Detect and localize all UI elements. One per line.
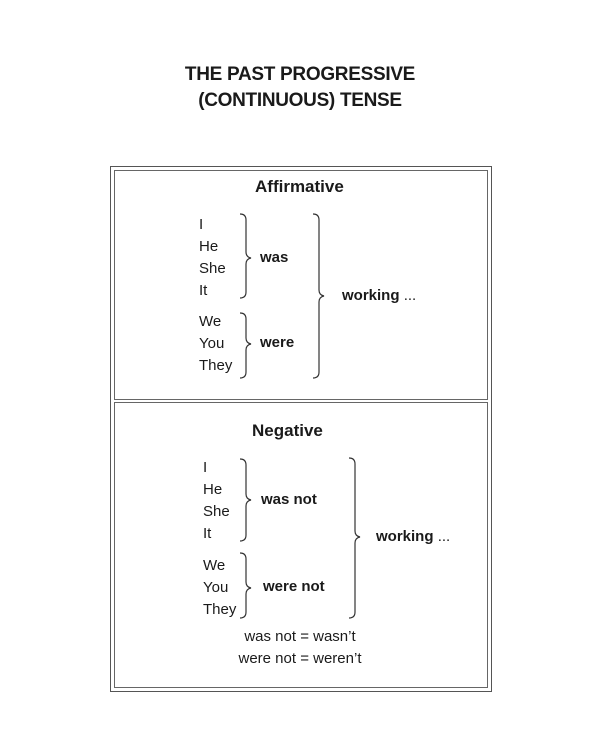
neg-participle: working: [376, 528, 434, 545]
neg-pronoun-you: You: [203, 579, 229, 596]
aff-pronoun-he: He: [199, 238, 219, 255]
neg-verb-was-not: was not: [261, 491, 317, 508]
aff-plural-brace: [240, 313, 251, 378]
neg-pronoun-she: She: [203, 503, 230, 520]
contraction-werent: were not = weren’t: [238, 650, 362, 667]
aff-verb-was: was: [260, 249, 289, 266]
neg-pronoun-i: I: [203, 459, 208, 476]
neg-plural-brace: [240, 553, 251, 618]
neg-pronoun-we: We: [203, 557, 226, 574]
aff-pronoun-you: You: [199, 335, 225, 352]
aff-pronoun-it: It: [199, 282, 208, 299]
neg-main-brace: [349, 458, 360, 618]
affirmative-heading: Affirmative: [255, 177, 344, 196]
title-line-2: (CONTINUOUS) TENSE: [198, 90, 402, 111]
aff-pronoun-they: They: [199, 357, 233, 374]
negative-heading: Negative: [252, 421, 323, 440]
aff-participle: working: [342, 287, 400, 304]
neg-singular-brace: [240, 459, 251, 541]
aff-pronoun-she: She: [199, 260, 226, 277]
neg-pronoun-they: They: [203, 601, 237, 618]
aff-verb-were: were: [260, 334, 295, 351]
neg-pronoun-it: It: [203, 525, 212, 542]
title-line-1: THE PAST PROGRESSIVE: [184, 64, 416, 85]
aff-pronoun-i: I: [199, 216, 204, 233]
aff-singular-brace: [240, 214, 251, 298]
neg-pronoun-he: He: [203, 481, 223, 498]
contraction-wasnt: was not = wasn’t: [244, 628, 356, 645]
aff-ellipsis: ...: [403, 287, 417, 304]
neg-ellipsis: ...: [437, 528, 451, 545]
neg-verb-were-not: were not: [263, 578, 325, 595]
aff-main-brace: [313, 214, 324, 378]
aff-pronoun-we: We: [199, 313, 222, 330]
